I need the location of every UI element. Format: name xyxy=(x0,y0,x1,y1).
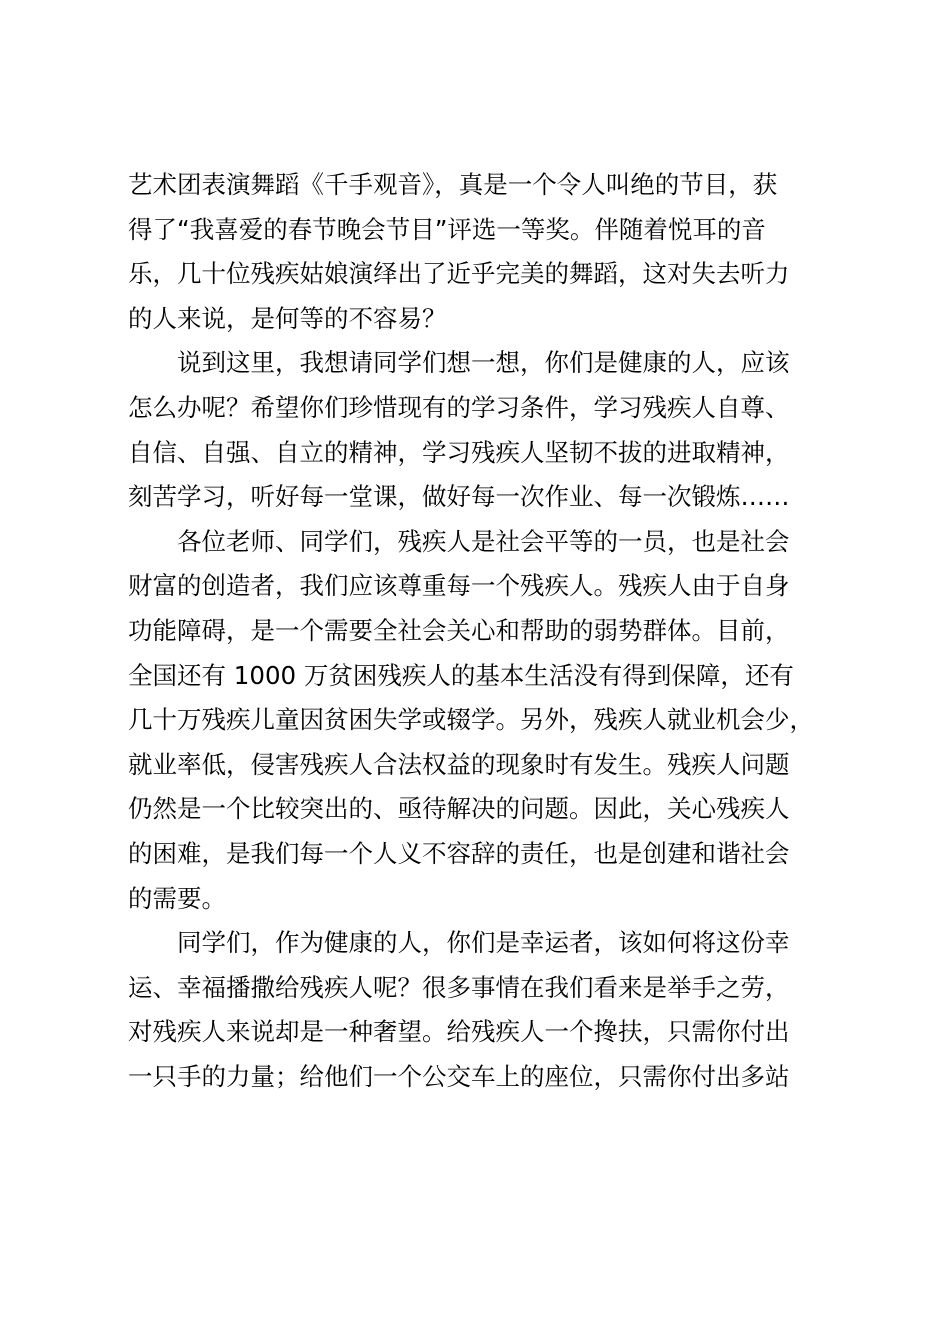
paragraph-1 xyxy=(128,163,838,341)
text-line: 同学们，作为健康的人，你们是幸运者，该如何将这份幸 xyxy=(177,928,790,958)
text-line: 自信、自强、自立的精神，学习残疾人坚韧不拔的进取精神， xyxy=(128,437,790,467)
text-line: 功能障碍，是一个需要全社会关心和帮助的弱势群体。目前， xyxy=(128,615,790,645)
text-line: 艺术团表演舞蹈《千手观音》，真是一个令人叫绝的节目，获 xyxy=(128,170,778,199)
text-line: 财富的创造者，我们应该尊重每一个残疾人。残疾人由于自身 xyxy=(128,571,790,601)
text-line: 仍然是一个比较突出的、亟待解决的问题。因此，关心残疾人 xyxy=(128,794,790,824)
text-line: 全国还有 1000 万贫困残疾人的基本生活没有得到保障，还有 xyxy=(128,660,794,690)
paragraph-3 xyxy=(128,520,838,921)
document-body xyxy=(128,163,838,1099)
text-line: 各位老师、同学们，残疾人是社会平等的一员，也是社会 xyxy=(177,526,790,556)
text-line: 怎么办呢？希望你们珍惜现有的学习条件，学习残疾人自尊、 xyxy=(128,392,790,422)
text-line: 的需要。 xyxy=(128,883,226,913)
text-line: 得了“我喜爱的春节晚会节目”评选一等奖。伴随着悦耳的音 xyxy=(128,214,766,244)
text-line: 刻苦学习，听好每一堂课，做好每一次作业、每一次锻炼…… xyxy=(128,482,790,512)
text-line: 说到这里，我想请同学们想一想，你们是健康的人，应该 xyxy=(177,348,790,378)
text-line: 几十万残疾儿童因贫困失学或辍学。另外，残疾人就业机会少， xyxy=(128,705,814,735)
text-line: 运、幸福播撒给残疾人呢？很多事情在我们看来是举手之劳， xyxy=(128,972,790,1002)
text-line: 的人来说，是何等的不容易？ xyxy=(128,303,447,333)
text-line: 就业率低，侵害残疾人合法权益的现象时有发生。残疾人问题 xyxy=(128,749,790,779)
text-line: 乐，几十位残疾姑娘演绎出了近乎完美的舞蹈，这对失去听力 xyxy=(128,259,790,289)
text-line: 一只手的力量；给他们一个公交车上的座位，只需你付出多站 xyxy=(128,1061,790,1091)
paragraph-2 xyxy=(128,341,838,519)
text-line: 对残疾人来说却是一种奢望。给残疾人一个搀扶，只需你付出 xyxy=(128,1017,790,1047)
paragraph-4 xyxy=(128,921,838,1099)
text-line: 的困难，是我们每一个人义不容辞的责任，也是创建和谐社会 xyxy=(128,838,790,868)
